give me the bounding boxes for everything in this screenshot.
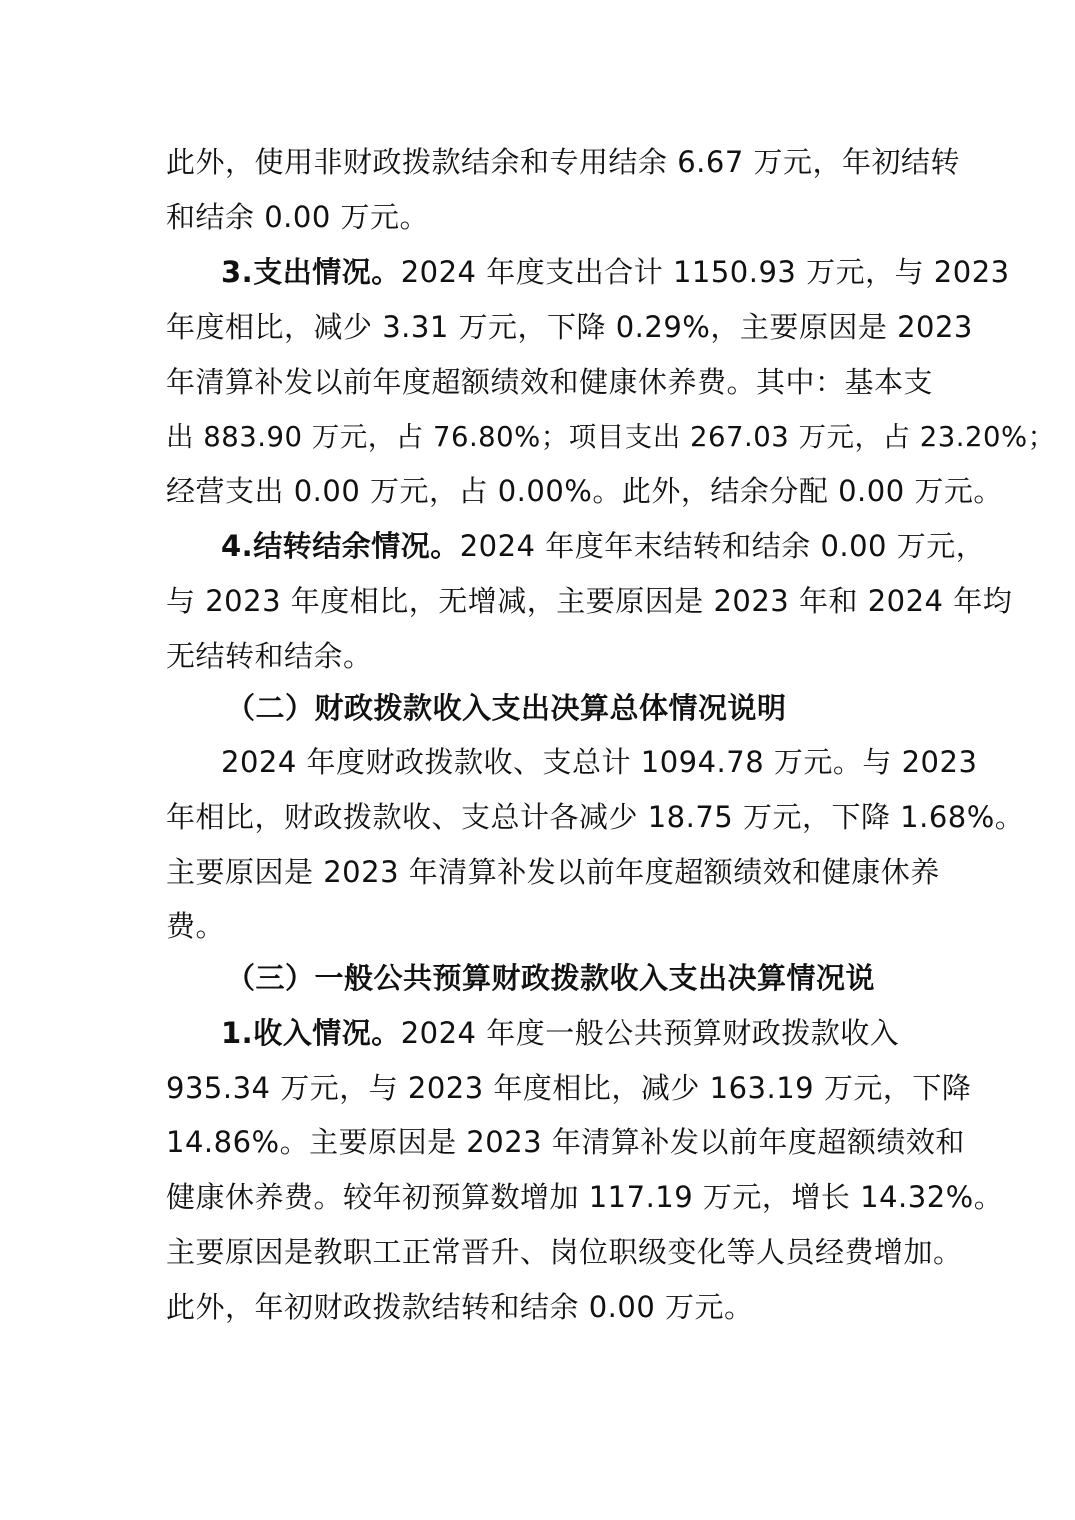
paragraph-line: 经营支出 0.00 万元，占 0.00%。此外，结余分配 0.00 万元。 (166, 474, 1003, 508)
section-heading: （三）一般公共预算财政拨款收入支出决算情况说 (226, 961, 876, 995)
paragraph-line: 和结余 0.00 万元。 (166, 200, 430, 234)
paragraph-line: 935.34 万元，与 2023 年度相比，减少 163.19 万元，下降 (166, 1071, 972, 1105)
paragraph-line: 年度相比，减少 3.31 万元，下降 0.29%，主要原因是 2023 (166, 310, 973, 344)
subsection-title: 4.结转结余情况。 (221, 529, 460, 563)
paragraph-line: 与 2023 年度相比，无增减，主要原因是 2023 年和 2024 年均 (166, 584, 1013, 618)
paragraph-line: 此外，使用非财政拨款结余和专用结余 6.67 万元，年初结转 (166, 145, 961, 179)
paragraph-text: 2024 年度支出合计 1150.93 万元，与 2023 (400, 255, 1010, 289)
paragraph-line: 费。 (166, 909, 226, 943)
paragraph-line: 2024 年度财政拨款收、支总计 1094.78 万元。与 2023 (221, 745, 978, 779)
paragraph-text: 2024 年度年末结转和结余 0.00 万元， (459, 529, 986, 563)
paragraph-text: 2024 年度一般公共预算财政拨款收入 (400, 1016, 900, 1050)
paragraph-line: 此外，年初财政拨款结转和结余 0.00 万元。 (166, 1290, 754, 1324)
paragraph-line (221, 1013, 899, 1053)
paragraph-line: 健康休养费。较年初预算数增加 117.19 万元，增长 14.32%。 (166, 1180, 1004, 1214)
paragraph-line: 14.86%。主要原因是 2023 年清算补发以前年度超额绩效和 (166, 1125, 965, 1159)
subsection-title: 3.支出情况。 (221, 255, 401, 289)
paragraph-line (221, 252, 1010, 292)
paragraph-line: 出 883.90 万元，占 76.80%；项目支出 267.03 万元，占 23.20%； (166, 421, 1056, 453)
paragraph-line: 主要原因是教职工正常晋升、岗位职级变化等人员经费增加。 (166, 1235, 963, 1269)
paragraph-line (221, 526, 985, 566)
paragraph-line: 年清算补发以前年度超额绩效和健康休养费。其中：基本支 (166, 365, 934, 399)
subsection-title: 1.收入情况。 (221, 1016, 401, 1050)
paragraph-line: 无结转和结余。 (166, 639, 373, 673)
section-heading: （二）财政拨款收入支出决算总体情况说明 (226, 691, 787, 725)
paragraph-line: 主要原因是 2023 年清算补发以前年度超额绩效和健康休养 (166, 855, 940, 889)
paragraph-line: 年相比，财政拨款收、支总计各减少 18.75 万元，下降 1.68%。 (166, 800, 1025, 834)
